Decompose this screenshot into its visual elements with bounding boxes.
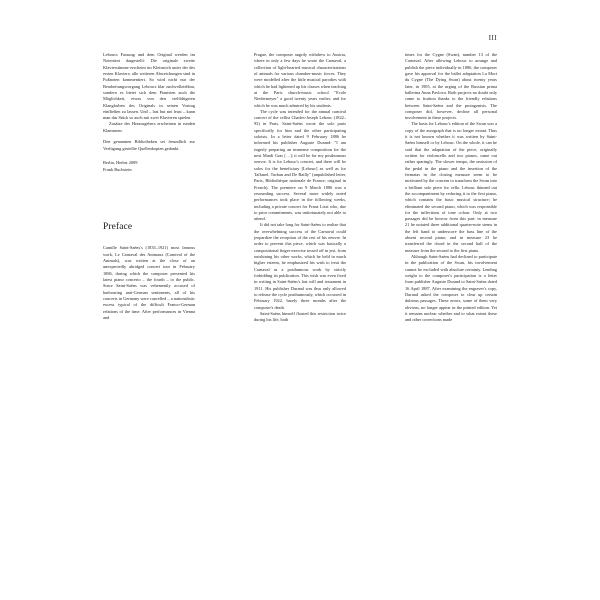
paragraph-middle-2: The cycle was intended for the annual carnival concert of the cellist Charles-Joseph Lebouc (1822–93) in Paris. Saint-Saëns wrote the solo parts specifically for him and the other participating soloists. In a letter dated 9 February 1886 he informed his publisher Auguste Durand: "I am eagerly preparing an immense composition for the next Mardi Gras […]; it will be for my posthumous oeuvre. It is for Lebouc's concert, and there will be solos for the beneficiary [Lebouc] as well as for Taffanel, Turban and De Bailly" (unpublished letter, Paris, Bibliothèque nationale de France; original in French). The premiere on 9 March 1886 was a resounding success. Several more widely noted performances took place in the following weeks, including a private concert for Franz Liszt who, due to prior commitments, was unfortunately not able to attend. (254, 108, 346, 222)
paragraph-middle-4: Saint-Saëns himself flouted this restriction twice during his life, both (254, 310, 346, 323)
paragraph-german-1: Leboucs Fassung und dem Original werden im Notentext dargestellt: Die originale zweite Klavierstimme erscheint im Kleinstich unter der des ersten Klaviers; alle weiteren Abweichungen sind in Fußnoten kommentiert. So wird nicht nur der Bearbeitungsvorgang Leboucs klar nachvollziehbar, sondern es bietet sich dem Pianisten auch die Möglichkeit, etwas von den vielfältigeren Klangfarben des Originals in seinen Vortrag einfließen zu lassen. Und – last but not least – kann man das Stück so auch mit zwei Klavieren spielen. (103, 52, 195, 121)
paragraph-middle-1: Prague, the composer angrily withdrew to Austria, where in only a few days he wrote the Carnaval, a collection of light-hearted musical characterizations of animals for various chamber-music forces. They were modelled after the little musical parodies with which he had lightened up his classes when teaching at the Paris church-music school "Ecole Niedermeyer" a good twenty years earlier, and for which he was much admired by his students. (254, 52, 346, 108)
preface-heading: Preface (103, 222, 133, 233)
paragraph-right-3: Although Saint-Saëns had declined to participate in the publication of the Swan, his involvement cannot be excluded with absolute certainty. Lending weight to the composer's participation is a letter from publisher Auguste Durand to Saint-Saëns dated 16 April 1887. After examining the engraver's copy, Durand asked the composer to clear up certain dubious passages. These errors, some of them very obvious, no longer appear in the printed edition. Yet it remains unclear whether and to what extent these and other corrections made (405, 254, 497, 323)
column-right (405, 52, 497, 547)
colophon-signoff (103, 160, 195, 173)
paragraph-german-2: Zusätze des Herausgebers erscheinen in runden Klammern. (103, 121, 195, 133)
paragraph-preface-1: Camille Saint-Saëns's (1835–1921) most famous work, Le Carnaval des Animaux (Carnival of the Animals), was written at the close of an unexpectedly abridged concert tour in February 1886, during which the composer presented his latest piano concerto – the fourth – to the public. Since Saint-Saëns was vehemently accused of harbouring anti-German sentiments, all of his concerts in Germany were cancelled – a nationalistic excess typical of the difficult Franco-German relations of the time. After performances in Vienna and (103, 245, 195, 320)
page-folio-number: III (488, 34, 497, 42)
paragraph-right-1: times for the Cygne (Swan), number 13 of the Carnaval. After allowing Lebouc to arrange and publish the piece individually in 1886, the composer gave his approval for the ballet adaptation La Mort du Cygne (The Dying Swan) about twenty years later, in 1905, at the urging of the Russian prima ballerina Anna Pavlova. Both projects no doubt only came to fruition thanks to the friendly relations between Saint-Saëns and the protagonists. The composer did, however, decline all personal involvement in these projects. (405, 52, 497, 121)
column-middle (254, 52, 346, 547)
paragraph-middle-3: It did not take long for Saint-Saëns to realize that the overwhelming success of the Carnaval could jeopardize the reception of the rest of his oeuvre. In order to prevent this piece, which was basically a compositional finger-exercise tossed off in jest, from outshining his other works, which he held in much higher esteem, he emphasized his wish to treat the Carnaval as a posthumous work by strictly forbidding its publication. This wish was even fixed in writing in Saint-Saëns's last will and testament in 1911. His publisher Durand was thus only allowed to release the cycle posthumously, which occurred in February 1922, barely three months after the composer's death. (254, 222, 346, 310)
paragraph-right-2: The basis for Lebouc's edition of the Swan was a copy of the autograph that is no longer extant. Thus it is not known whether it was written by Saint-Saëns himself or by Lebouc. On the whole, it can be said that the adaptation of the piece, originally written for violoncello and two pianos, came out rather sparingly. The slower tempo, the omission of the pedal in the piano and the insertion of the fermatas in the closing measure seem to be motivated by the concern to transform the Swan into a brilliant solo piece for cello. Lebouc thinned out the accompaniment by reducing it to the first piano, which contains the basic musical structure; he eliminated the second piano, which was responsible for the inflections of tone colour. Only at two passages did he borrow from this part: in measure 21 he notated three additional quarter-note stems in the left hand to underscore the bass line of the absent second piano; and in measure 23 he transferred the chord in the second half of the measure from the second to the first piano. (405, 121, 497, 253)
three-column-text-body (103, 52, 497, 547)
colophon-editor-name: Frank Buchstein (103, 166, 132, 172)
colophon-place-date: Berlin, Herbst 2009 (103, 160, 138, 166)
column-left (103, 52, 195, 547)
paragraph-german-3: Den genannten Bibliotheken sei freundlich zur Verfügung gestellte Quellenkopien gedankt. (103, 139, 195, 151)
